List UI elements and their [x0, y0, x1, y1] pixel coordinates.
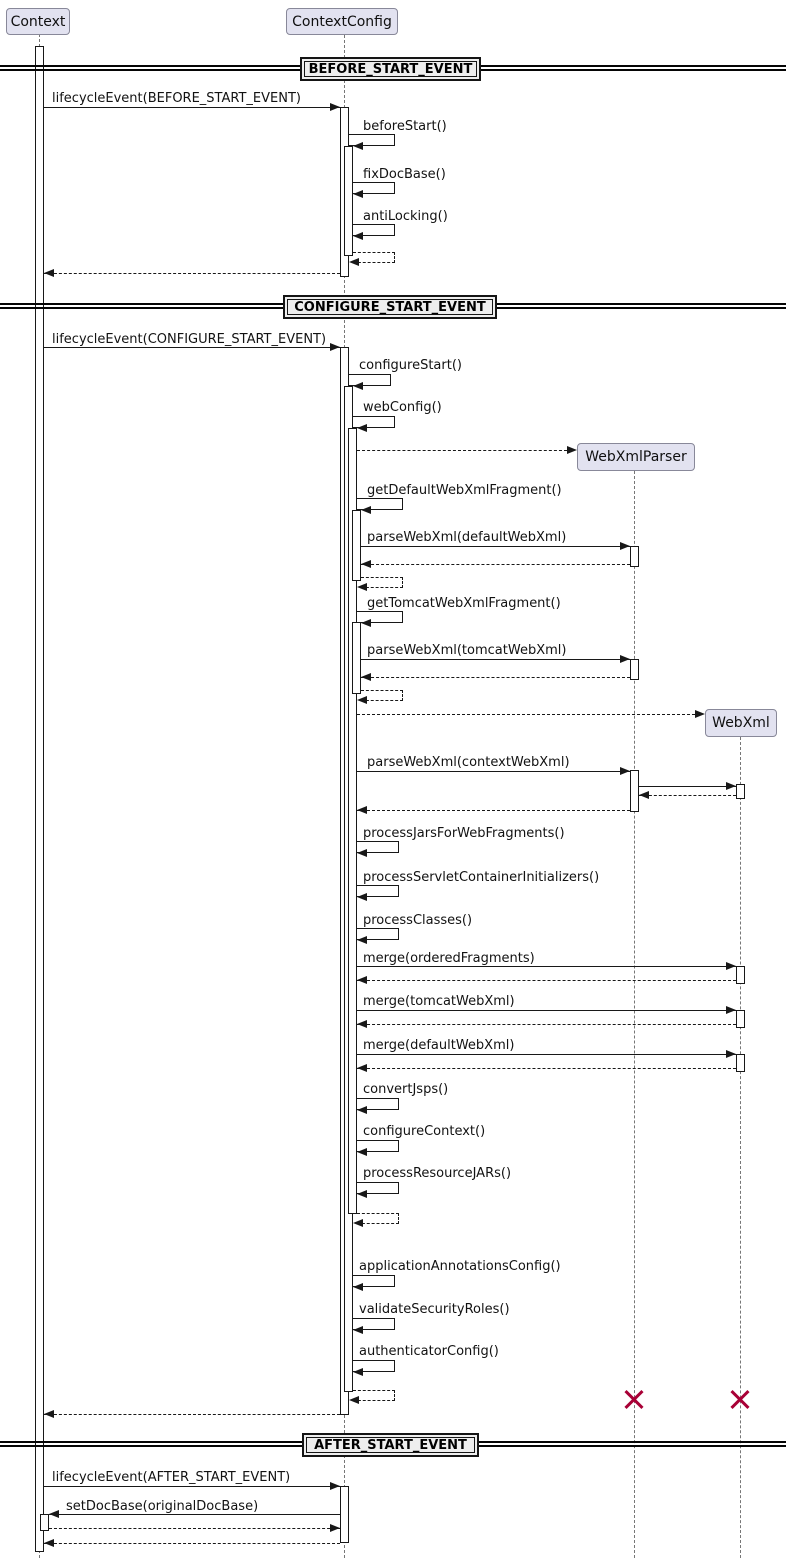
- activation-bar-wxp-parsecontext: [630, 770, 639, 812]
- divider-configure-start-event: CONFIGURE_START_EVENT: [283, 295, 497, 319]
- create-line: [357, 450, 567, 451]
- arrowhead-icon: [357, 696, 367, 704]
- arrowhead-icon: [357, 1106, 367, 1114]
- arrowhead-icon: [567, 446, 577, 454]
- message-label: fixDocBase(): [363, 167, 446, 182]
- activation-bar-context-nested: [40, 1514, 49, 1531]
- return-line: [357, 1024, 736, 1025]
- self-return-line: [353, 252, 395, 263]
- activation-bar-cc-getdefaultfragment: [352, 510, 361, 581]
- arrowhead-icon: [49, 1510, 59, 1518]
- arrowhead-icon: [361, 619, 371, 627]
- webxml-lifeline: [740, 737, 741, 1558]
- message-line: [357, 1054, 736, 1055]
- message-label: antiLocking(): [363, 209, 448, 224]
- activation-bar-wxp-parsetomcat: [630, 659, 639, 680]
- message-line: [357, 771, 630, 772]
- return-line: [357, 810, 630, 811]
- message-label: merge(defaultWebXml): [363, 1038, 515, 1053]
- message-label: configureContext(): [363, 1124, 486, 1139]
- message-line: [44, 1486, 340, 1487]
- divider-after-start-event: AFTER_START_EVENT: [302, 1433, 479, 1457]
- arrowhead-icon: [357, 806, 367, 814]
- activation-bar-cc-beforestart: [344, 146, 353, 256]
- return-line: [639, 795, 736, 796]
- participant-contextconfig: ContextConfig: [286, 8, 398, 35]
- message-line: [44, 347, 340, 348]
- arrowhead-icon: [353, 1368, 363, 1376]
- message-label: setDocBase(originalDocBase): [66, 1499, 259, 1514]
- message-label: parseWebXml(defaultWebXml): [367, 530, 567, 545]
- return-line: [357, 980, 736, 981]
- message-line: [361, 546, 630, 547]
- return-line: [44, 1414, 340, 1415]
- self-return-line: [357, 1213, 399, 1224]
- arrowhead-icon: [330, 103, 340, 111]
- message-line: [357, 966, 736, 967]
- message-line: [49, 1514, 340, 1515]
- arrowhead-icon: [357, 936, 367, 944]
- arrowhead-icon: [726, 962, 736, 970]
- arrowhead-icon: [620, 767, 630, 775]
- activation-bar-cc-gettomcatfragment: [352, 622, 361, 694]
- arrowhead-icon: [357, 976, 367, 984]
- arrowhead-icon: [357, 1190, 367, 1198]
- arrowhead-icon: [361, 560, 371, 568]
- arrowhead-icon: [353, 190, 363, 198]
- arrowhead-icon: [44, 269, 54, 277]
- self-return-line: [353, 1390, 395, 1401]
- arrowhead-icon: [639, 791, 649, 799]
- message-label: processResourceJARs(): [363, 1166, 512, 1181]
- message-label: merge(orderedFragments): [363, 951, 535, 966]
- arrowhead-icon: [620, 655, 630, 663]
- arrowhead-icon: [353, 1283, 363, 1291]
- self-return-line: [361, 577, 403, 588]
- arrowhead-icon: [330, 343, 340, 351]
- arrowhead-icon: [620, 542, 630, 550]
- message-label: beforeStart(): [363, 119, 447, 134]
- create-line: [357, 714, 695, 715]
- destroy-x-icon: [729, 1388, 751, 1410]
- activation-bar-wxp-parsedefault: [630, 546, 639, 567]
- arrowhead-icon: [349, 1396, 359, 1404]
- return-line: [44, 1543, 340, 1544]
- arrowhead-icon: [357, 1064, 367, 1072]
- message-label: lifecycleEvent(AFTER_START_EVENT): [52, 1470, 291, 1485]
- message-label: processJarsForWebFragments(): [363, 826, 565, 841]
- arrowhead-icon: [357, 849, 367, 857]
- message-line: [361, 659, 630, 660]
- message-line: [357, 1010, 736, 1011]
- message-label: applicationAnnotationsConfig(): [359, 1259, 561, 1274]
- return-line: [357, 1068, 736, 1069]
- arrowhead-icon: [726, 782, 736, 790]
- activation-bar-webxml-parse: [736, 784, 745, 799]
- arrowhead-icon: [357, 1148, 367, 1156]
- arrowhead-icon: [695, 710, 705, 718]
- message-label: processClasses(): [363, 913, 473, 928]
- message-label: getTomcatWebXmlFragment(): [367, 596, 561, 611]
- divider-before-start-event: BEFORE_START_EVENT: [300, 57, 481, 81]
- arrowhead-icon: [726, 1050, 736, 1058]
- arrowhead-icon: [330, 1524, 340, 1532]
- message-label: getDefaultWebXmlFragment(): [367, 483, 562, 498]
- message-label: parseWebXml(tomcatWebXml): [367, 643, 567, 658]
- return-line: [44, 273, 340, 274]
- destroy-x-icon: [623, 1388, 645, 1410]
- arrowhead-icon: [726, 1006, 736, 1014]
- activation-bar-context-main: [35, 46, 44, 1552]
- arrowhead-icon: [357, 424, 367, 432]
- activation-bar-webxml-mergetomcat: [736, 1010, 745, 1028]
- arrowhead-icon: [353, 142, 363, 150]
- self-return-line: [361, 690, 403, 701]
- message-label: merge(tomcatWebXml): [363, 994, 515, 1009]
- arrowhead-icon: [353, 382, 363, 390]
- activation-bar-cc-after: [340, 1486, 349, 1543]
- participant-context: Context: [6, 8, 70, 35]
- return-line: [361, 677, 630, 678]
- return-line: [361, 564, 630, 565]
- activation-bar-webxml-mergeordered: [736, 966, 745, 984]
- message-label: lifecycleEvent(CONFIGURE_START_EVENT): [52, 332, 327, 347]
- arrowhead-icon: [361, 506, 371, 514]
- arrowhead-icon: [353, 1326, 363, 1334]
- message-label: lifecycleEvent(BEFORE_START_EVENT): [52, 91, 301, 106]
- message-line: [44, 107, 340, 108]
- return-line: [49, 1528, 340, 1529]
- arrowhead-icon: [357, 1020, 367, 1028]
- arrowhead-icon: [44, 1410, 54, 1418]
- participant-webxmlparser: WebXmlParser: [577, 443, 695, 471]
- message-label: authenticatorConfig(): [359, 1344, 499, 1359]
- message-label: parseWebXml(contextWebXml): [367, 755, 570, 770]
- message-label: validateSecurityRoles(): [359, 1302, 510, 1317]
- arrowhead-icon: [353, 232, 363, 240]
- arrowhead-icon: [357, 893, 367, 901]
- arrowhead-icon: [44, 1539, 54, 1547]
- arrowhead-icon: [330, 1482, 340, 1490]
- arrowhead-icon: [353, 1219, 363, 1227]
- arrowhead-icon: [349, 258, 359, 266]
- arrowhead-icon: [361, 673, 371, 681]
- activation-bar-webxml-mergedefault: [736, 1054, 745, 1072]
- message-label: convertJsps(): [363, 1082, 449, 1097]
- message-label: webConfig(): [363, 400, 442, 415]
- arrowhead-icon: [357, 583, 367, 591]
- participant-webxml: WebXml: [705, 709, 777, 737]
- message-line: [639, 786, 736, 787]
- message-label: processServletContainerInitializers(): [363, 870, 600, 885]
- message-label: configureStart(): [359, 358, 462, 373]
